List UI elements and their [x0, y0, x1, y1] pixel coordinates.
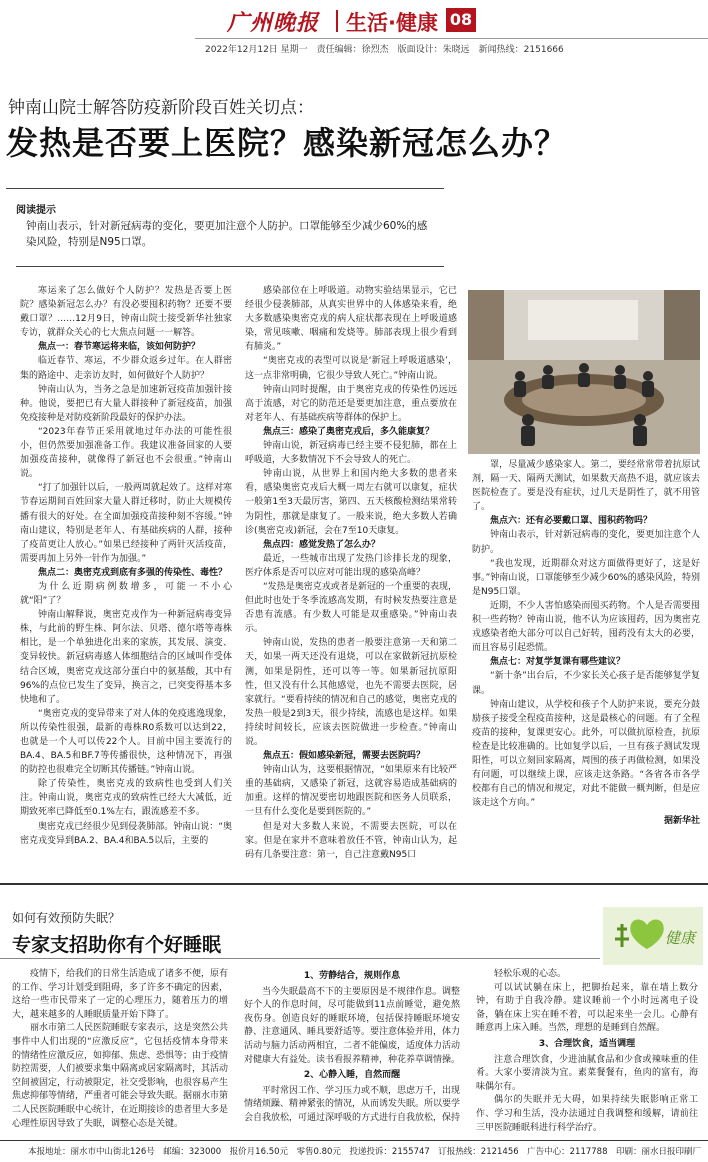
question-heading: 焦点一：春节寒运将来临，该如何防护？	[38, 342, 201, 353]
meeting-photo-image	[468, 290, 700, 454]
paragraph: 钟南山同时提醒，由于奥密克戎的传染性仍远远高于流感，对它的防范还是要更加注意，重点要放在对老年人、有基础疾病等群体的保护上。	[245, 384, 457, 423]
question-heading: 焦点六：还有必要戴口罩、囤积药物吗？	[490, 516, 653, 527]
sleep-article-kicker: 如何有效预防失眠？	[12, 911, 121, 925]
summary-label: 阅读提示	[16, 205, 56, 216]
paragraph: “打了加强针以后，一般两周就起效了。这样对寒节春运期间百姓回家大量人群迁移时，防止大规模传播有很大的好处。在全面加强疫苗接种刻不容缓。”钟南山建议，特别是老年人、有基础疾病的人群，接种了疫苗更让人放心。”如果已经接种了两针灭活疫苗，需要再加上另外一针作为加强。”	[20, 483, 232, 564]
paragraph: 钟南山认为，当务之急是加速新冠疫苗加强针接种。他说，要把已有大量人群接种了新冠疫苗，加强免疫接种是对防疫新阶段最好的保护办法。	[20, 384, 232, 423]
health-logo-text: 健康	[665, 929, 696, 947]
subheading: 2、心静入睡，自然而醒	[303, 1070, 401, 1081]
paragraph: “新十条”出台后，不少家长关心孩子是否能够复学复课。	[472, 671, 700, 696]
article-column-2	[245, 284, 457, 874]
paragraph: 注意合理饮食，少进油腻食品和少食或辣味重的佳肴。大家小要清淡为宜。素菜餐餐有，鱼肉的富有，海味偶尔有。	[476, 1054, 698, 1092]
paragraph: 疫情下，给我们的日常生活造成了诸多不便，原有的工作、学习计划受到阻碍，多了许多不确定的因素，这给一些市民带来了一定的心理压力，随着压力的增大，越来越多的人睡眠质量开始下降了。	[12, 969, 228, 1020]
article-column-1	[20, 284, 232, 874]
paragraph: 但是对大多数人来说，不需要去医院，可以在家。但是在家并不意味着放任不管，钟南山认为，起码有几条要注意：第一，自己注意戴N95口	[245, 821, 457, 860]
paragraph: “奥密克戎的变异带来了对人体的免疫逃逸现象，所以传染性很强，最新的毒株R0系数可以达到22，也就是一个人可以传22个人。目前中国主要流行的BA.4、BA.5和BF.7等传播很快，这种情况下，再强的防控也很难完全切断其传播链。”钟南山说。	[20, 708, 232, 776]
paragraph: 钟南山说，新冠病毒已经主要不侵犯肺，都在上呼吸道，大多数情况下不会导致人的死亡。	[245, 441, 457, 466]
question-heading: 焦点七：对复学复课有哪些建议？	[490, 657, 626, 668]
subheading: 1、劳静结合，规则作息	[303, 971, 401, 981]
summary-text: 钟南山表示，针对新冠病毒的变化，要更加注意个人防护。口罩能够至少减少60%的感染风险，特别是N95口罩。	[26, 220, 428, 248]
paragraph: 最近，一些城市出现了发热门诊排长龙的现象，医疗体系是否可以应对可能出现的感染高峰？	[245, 553, 457, 578]
newspaper-logo: 广州晚报	[227, 10, 320, 36]
health-logo	[603, 907, 703, 965]
paragraph: 偶尔的失眠并无大碍，如果持续失眠影响正常工作、学习和生活，没办法通过自我调整和缓解，请前往三甲医院睡眠科进行科学治疗。	[476, 1095, 698, 1133]
masthead	[0, 0, 708, 56]
paragraph: 可以试试躺在床上，把脚抬起来，靠在墙上数分钟，有助于自我冷静。建议睡前一个小时远离电子设备，躺在床上实在睡不着，可以起来坐一会儿。心静有睡意再上床入睡。当然，理想的是睡到自然醒。	[476, 982, 698, 1034]
paragraph: 钟南山认为，这要根据情况，“如果原来有比较严重的基础病，又感染了新冠，这就容易造成基础病的加重。这样的情况要密切地跟医院和医务人员联系，一旦有什么变化是要到医院的。”	[245, 765, 457, 818]
paragraph: 平时常因工作、学习压力或不顺，思虑万千，出现情绪烦躁、精神紧张的情况，从而诱发失眠。所以要学会自我放松，可通过深呼吸的方式进行自我放松，保持	[244, 1085, 460, 1123]
article-headline: 发热是否要上医院？感染新冠怎么办？	[6, 124, 568, 162]
sleep-article-headline: 专家支招助你有个好睡眠	[12, 934, 222, 956]
headline-underline	[0, 958, 600, 959]
paragraph: “奥密克戎的表型可以说是‘新冠上呼吸道感染’，这一点非常明确，它很少导致人死亡。”钟南山说。	[245, 356, 457, 381]
question-heading: 焦点三：感染了奥密克戎后，多久能康复？	[263, 426, 435, 437]
headline-rule	[6, 188, 444, 189]
paragraph: “2023年春节正采用就地过年办法的可能性很小，但仍然要加强准备工作。我建议准备回家的人要加强疫苗接种，就像得了新冠也不会很重。”钟南山说。	[20, 426, 232, 480]
paragraph: 钟南山说，从世界上和国内绝大多数的患者来看，感染奥密克戎后大概一周左右就可以康复，症状一般第1至3天最厉害，第四、五天核酸检测结果常转为阴性，那就是康复了。一般来说，绝大多数人若确诊(奥密克戎)新冠，会在7至10天康复。	[245, 469, 457, 536]
paragraph: 丽水市第二人民医院睡眠专家表示，这是突然公共事件中人们出现的“应激反应”，它包括疫情本身带来的情绪性应激反应，如抑郁、焦虑、恐惧等；由于疫情防控需要，人们被要求集中隔离或居家隔离时，其活动空间被固定，行动被限定，社交受影响，也很容易产生焦虑抑郁等情绪，严重者可能会导致失眠。据丽水市第二人民医院睡眠中心统计，在近期接诊的患者里大多是心理性原因导致了失眠，调整心态是关键。	[12, 1023, 228, 1129]
paragraph: 临近春节、寒运，不少群众返乡过年。在人群密集的路途中、走亲访友时，如何做好个人防护？	[20, 356, 232, 381]
paragraph: 为什么近期病例数增多，可能一不小心就“阳”了？	[20, 581, 232, 607]
paragraph: 奥密克戎已经很少见到侵袭肺部。钟南山说：“奥密克戎变异到BA.2、BA.4和BA.5以后，主要的	[20, 821, 232, 846]
subheading: 3、合理饮食，适当调理	[538, 1038, 636, 1049]
sleep-column-2	[244, 968, 460, 1136]
meeting-photo	[468, 290, 700, 454]
paragraph: 近期，不少人害怕感染而囤买药物。个人是否需要囤积一些药物？钟南山说，他不认为应该囤药，因为奥密克戎感染者绝大部分可以自己好转，囤药没有太大的必要，而且容易引起恐慌。	[472, 600, 700, 654]
paragraph: 钟南山解释说，奥密克戎作为一种新冠病毒变异株，与此前的野生株、阿尔法、贝塔、德尔塔等毒株相比，是一个单独进化出来的家族，其发展、演变、变异较快。新冠病毒感人体细胞结合的区域叫作受体结合区域，奥密克戎这部分蛋白中的氨基酸，其中有96%的点位已发生了变异，换言之，已突变得基本多快地和了。	[20, 610, 232, 705]
paragraph: “我也发现，近期群众对这方面做得更好了，这是好事。”钟南山说，口罩能够至少减少60%的感染风险，特别是N95口罩。	[472, 558, 700, 597]
masthead-separator	[336, 10, 338, 32]
paragraph: 除了传染性，奥密克戎的致病性也受到人们关注。钟南山说，奥密克戎的致病性已经大大减低，近期致死率已降低至0.1%左右，跟流感差不多。	[20, 779, 232, 818]
article-kicker: 钟南山院士解答防疫新阶段百姓关切点：	[8, 98, 314, 118]
question-heading: 焦点五：假如感染新冠，需要去医院吗？	[263, 751, 426, 762]
paragraph: 罩，尽量减少感染家人。第二，要经常常带着抗原试剂，隔一天、隔两天测试，如果数天高热不退，就应该去医院检查了。要是没有症状，过几天是阴性了，就不用管了。	[472, 460, 700, 513]
page-number-badge: 08	[446, 8, 476, 32]
dateline: 2022年12月12日 星期一 责任编辑：徐烈杰 版面设计：朱晓远 新闻热线：2151666	[205, 45, 564, 55]
paragraph: “发热是奥密克戎或者是新冠的一个重要的表现，但此时也处于冬季流感高发期，有时候发热要注意是否患有流感。有少数人可能是双重感染。”钟南山表示。	[245, 581, 457, 635]
section-title: 生活·健康	[346, 11, 438, 35]
sleep-column-3	[476, 968, 698, 1136]
sleep-column-1	[12, 968, 228, 1136]
article-column-3	[472, 458, 700, 874]
bottom-section-rule	[0, 883, 708, 885]
paragraph: 当今失眠最高不下的主要原因是不规律作息。调整好个人的作息时间，尽可能做到11点前睡觉，避免熬夜伤身。创造良好的睡眠环境，包括保持睡眠环境安静、注意通风、睡具要舒适等。要注意体验并用，体力活动与脑力活动两相宜，二者不能偏废，适度体力活动对健康大有益处。读书看报养精神，种花养草调情操。	[244, 986, 460, 1065]
paragraph: 钟南山表示，针对新冠病毒的变化，要更加注意个人防护。	[472, 530, 700, 555]
paragraph: 感染部位在上呼吸道。动物实验结果显示，它已经很少侵袭肺部，从真实世界中的人体感染来看，绝大多数感染奥密克戎的病人症状都表现在上呼吸道感染，常见咳嗽、咽痛和发烧等。肺部表现上很少看到有肺炎。”	[245, 286, 457, 353]
footer-rule	[0, 1140, 708, 1141]
question-heading: 焦点二：奥密克戎到底有多强的传染性、毒性？	[38, 567, 228, 578]
summary-rule	[16, 266, 444, 267]
masthead-rule	[195, 38, 708, 39]
paragraph: 钟南山建议，从学校和孩子个人防护来说，要充分鼓励孩子接受全程疫苗接种，这是最核心的问题。有了全程疫苗的接种，复课更安心。此外，可以做抗原检查，抗原检查是比较准确的。比如复学以后，一旦有孩子测试发现阳性，可以立刻回家隔离，周围的孩子再做检测，如果没有问题，可以继续上课，应该走这条路。“各省各市各学校都有自己的情况和规定，对此不能做一概判断，但是应该走这个方向。”	[472, 699, 700, 809]
paragraph: 寒运来了怎么做好个人防护？发热是否要上医院？感染新冠怎么办？有没必要囤积药物？还要不要戴口罩？……12月9日，钟南山院士接受新华社独家专访，就群众关心的七大焦点问题一一解答。	[20, 286, 232, 339]
paragraph: 钟南山说，发热的患者一般要注意第一天和第二天，如果一两天还没有退烧，可以在家做新冠抗原检测，如果是阴性，还可以等一等。如果新冠抗原阳性，但又没有什么其他感觉，也先不需要去医院，居家就行。“要看持续的情况和自己的感觉，奥密克戎的发热一般是2到3天，很少持续，流感也是这样。如果持续时间较长，应该去医院做进一步检查。”钟南山说。	[245, 638, 457, 747]
footer-info: 本报地址：丽水市中山街北126号 邮编：323000 报价月16.50元 零售0.80元 投递投诉：2155747 订报热线：2121456 广告中心：2117788 印刷：丽水日报印刷厂	[28, 1147, 702, 1157]
byline: 据新华社	[663, 816, 700, 827]
paragraph: 轻松乐观的心态。	[494, 969, 567, 979]
question-heading: 焦点四：感觉发热了怎么办？	[263, 539, 381, 550]
